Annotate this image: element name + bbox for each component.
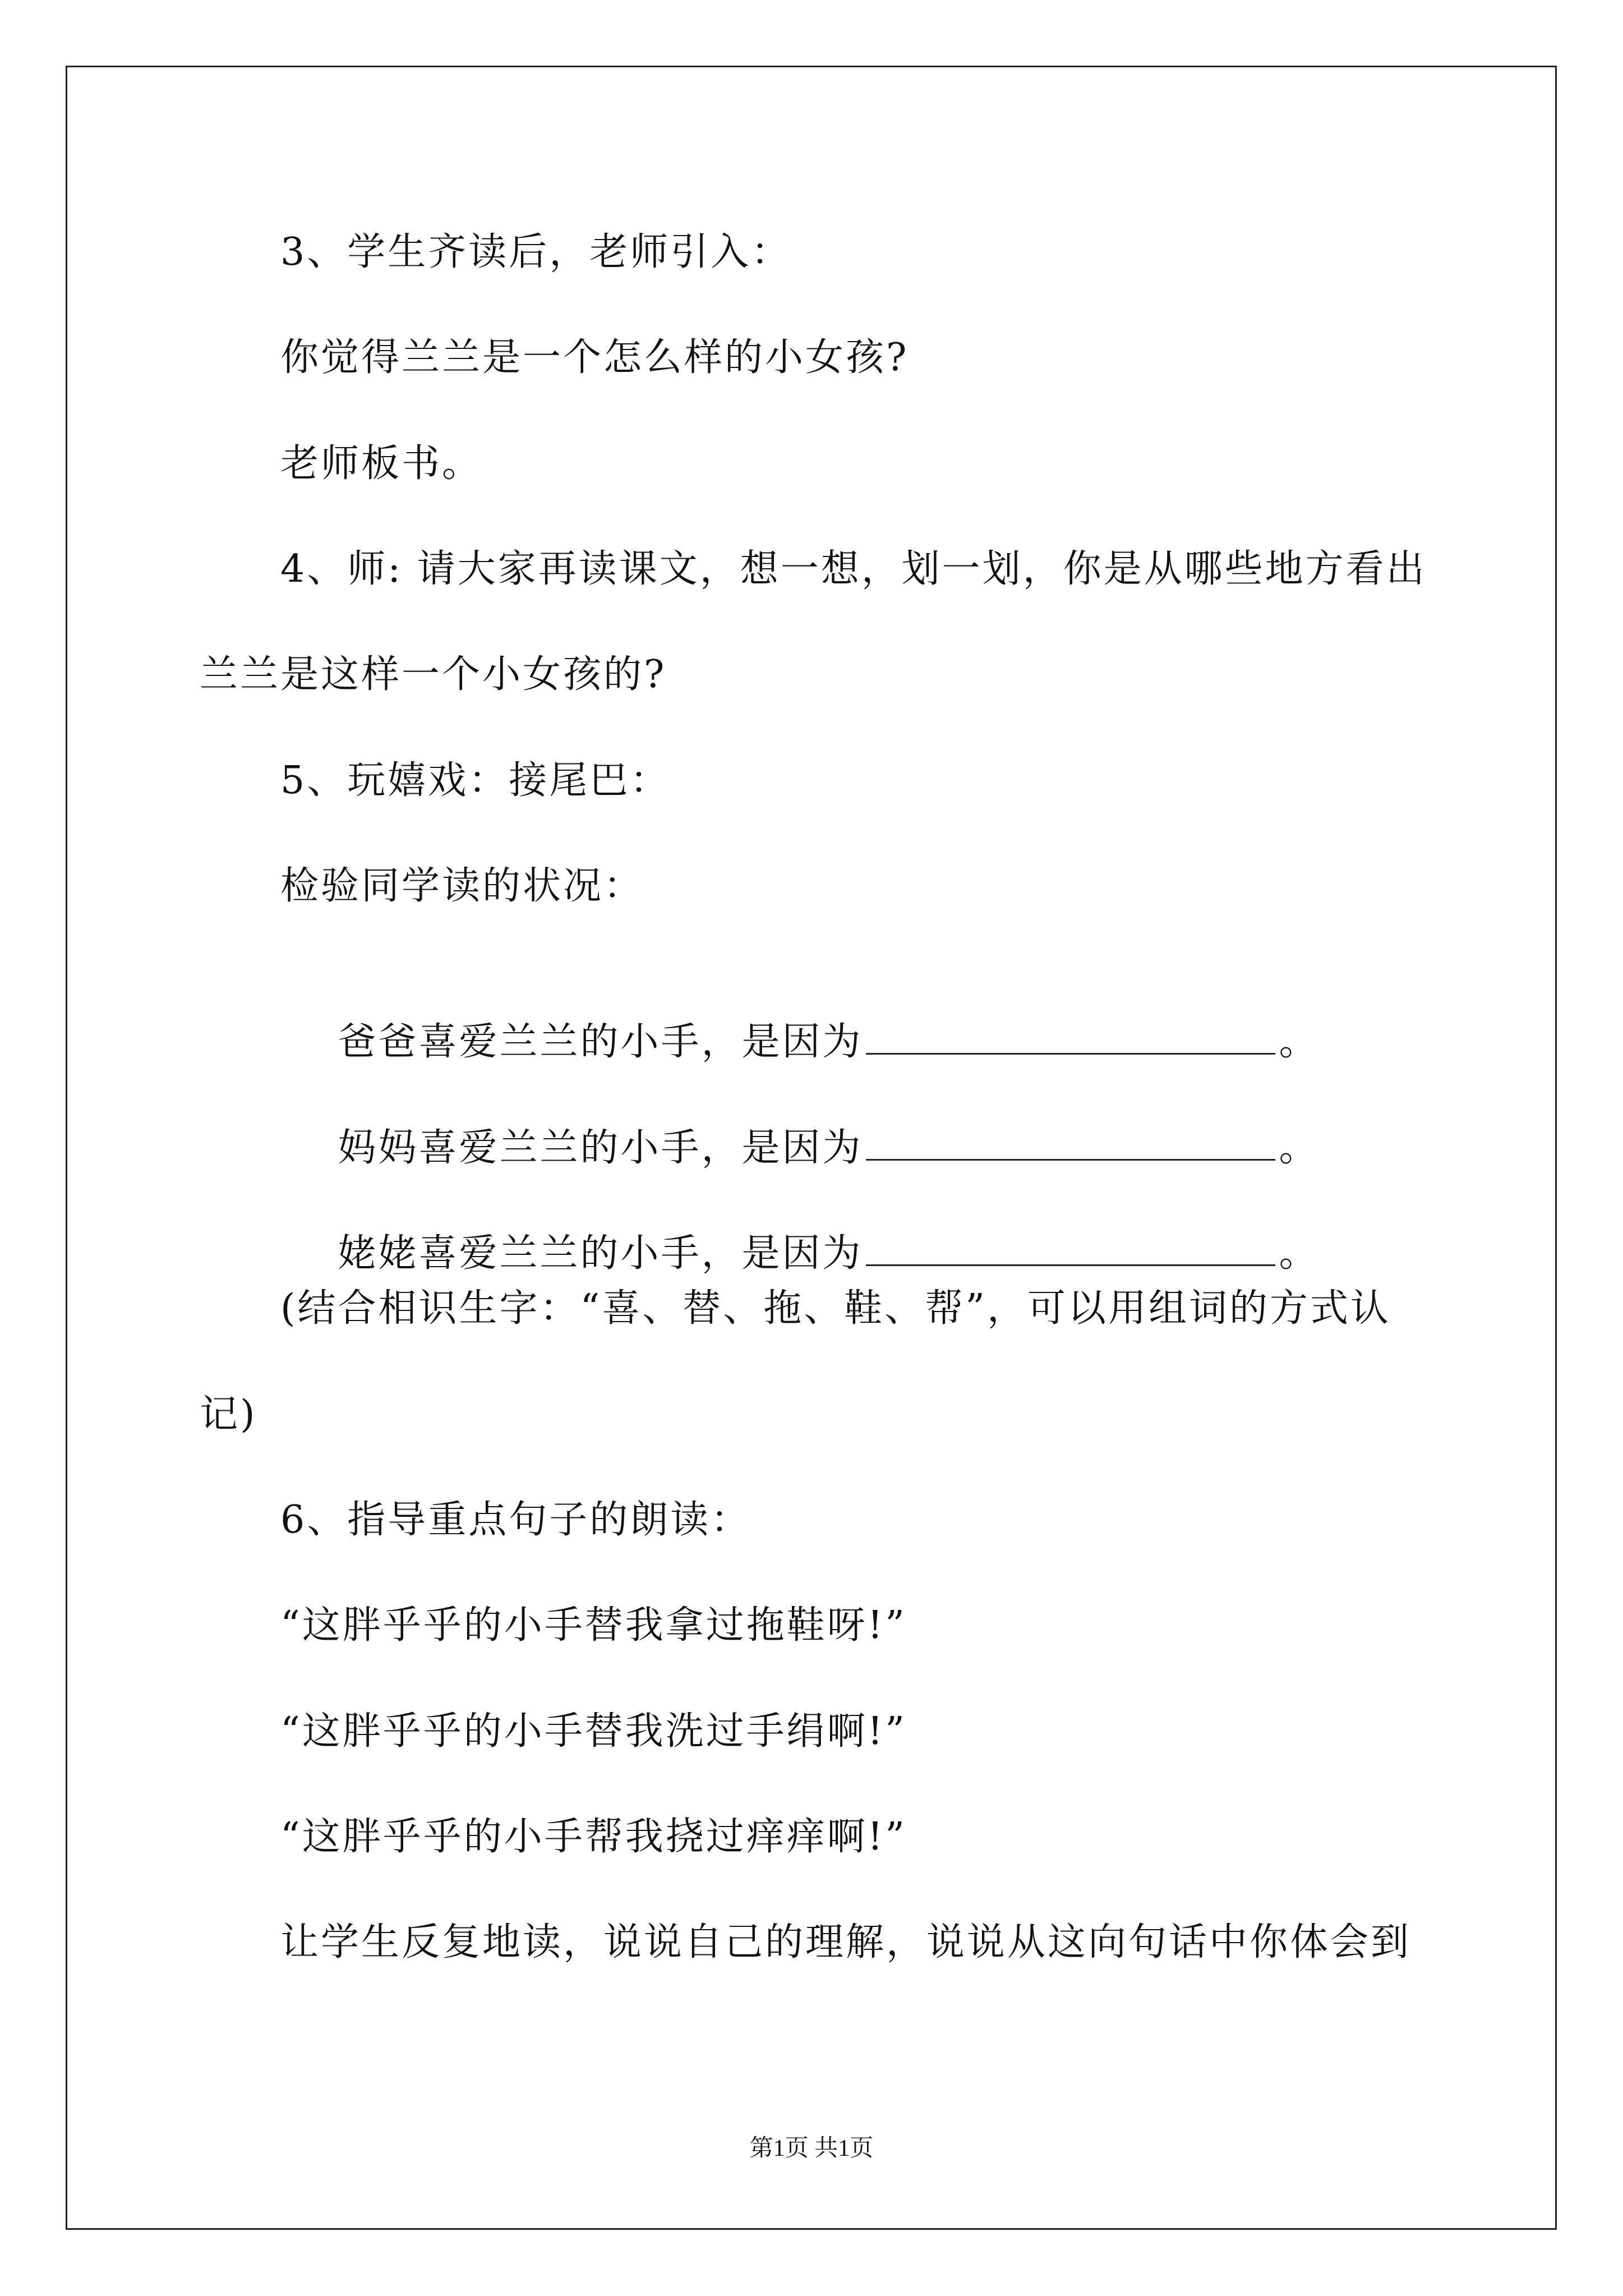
- paragraph-line: 检验同学读的状况：: [280, 864, 644, 908]
- paragraph-line: (结合相识生字：“喜、替、拖、鞋、帮”，可以用组词的方式认: [280, 1286, 1391, 1331]
- paragraph-line: 你觉得兰兰是一个怎么样的小女孩?: [280, 335, 909, 380]
- paragraph-line: 记): [200, 1392, 257, 1437]
- answer-blank: [866, 1231, 1275, 1266]
- fill-in-suffix: 。: [1279, 1231, 1320, 1276]
- page-footer: 第1页 共1页: [749, 2136, 874, 2161]
- fill-in-prefix: 妈妈喜爱兰兰的小手，是因为: [338, 1126, 863, 1170]
- fill-in-prefix: 爸爸喜爱兰兰的小手，是因为: [338, 1020, 863, 1064]
- answer-blank: [866, 1019, 1275, 1055]
- fill-in-suffix: 。: [1279, 1126, 1320, 1170]
- paragraph-line: 3、学生齐读后，老师引入：: [280, 230, 792, 274]
- paragraph-line: 6、指导重点句子的朗读：: [280, 1498, 751, 1542]
- answer-blank: [866, 1125, 1275, 1161]
- quote-line: “这胖乎乎的小手替我拿过拖鞋呀!”: [280, 1603, 907, 1648]
- paragraph-line: 让学生反复地读，说说自己的理解，说说从这向句话中你体会到: [280, 1920, 1412, 1964]
- quote-line: “这胖乎乎的小手替我洗过手绢啊!”: [280, 1709, 907, 1754]
- quote-line: “这胖乎乎的小手帮我挠过痒痒啊!”: [280, 1815, 907, 1859]
- paragraph-line: 老师板书。: [280, 441, 483, 486]
- fill-in-suffix: 。: [1279, 1020, 1320, 1064]
- fill-in-prefix: 姥姥喜爱兰兰的小手，是因为: [338, 1231, 863, 1276]
- paragraph-line: 5、玩嬉戏：接尾巴：: [280, 758, 671, 803]
- paragraph-line: 4、师: 请大家再读课文，想一想，划一划，你是从哪些地方看出: [280, 547, 1427, 591]
- paragraph-line: 兰兰是这样一个小女孩的?: [200, 652, 667, 697]
